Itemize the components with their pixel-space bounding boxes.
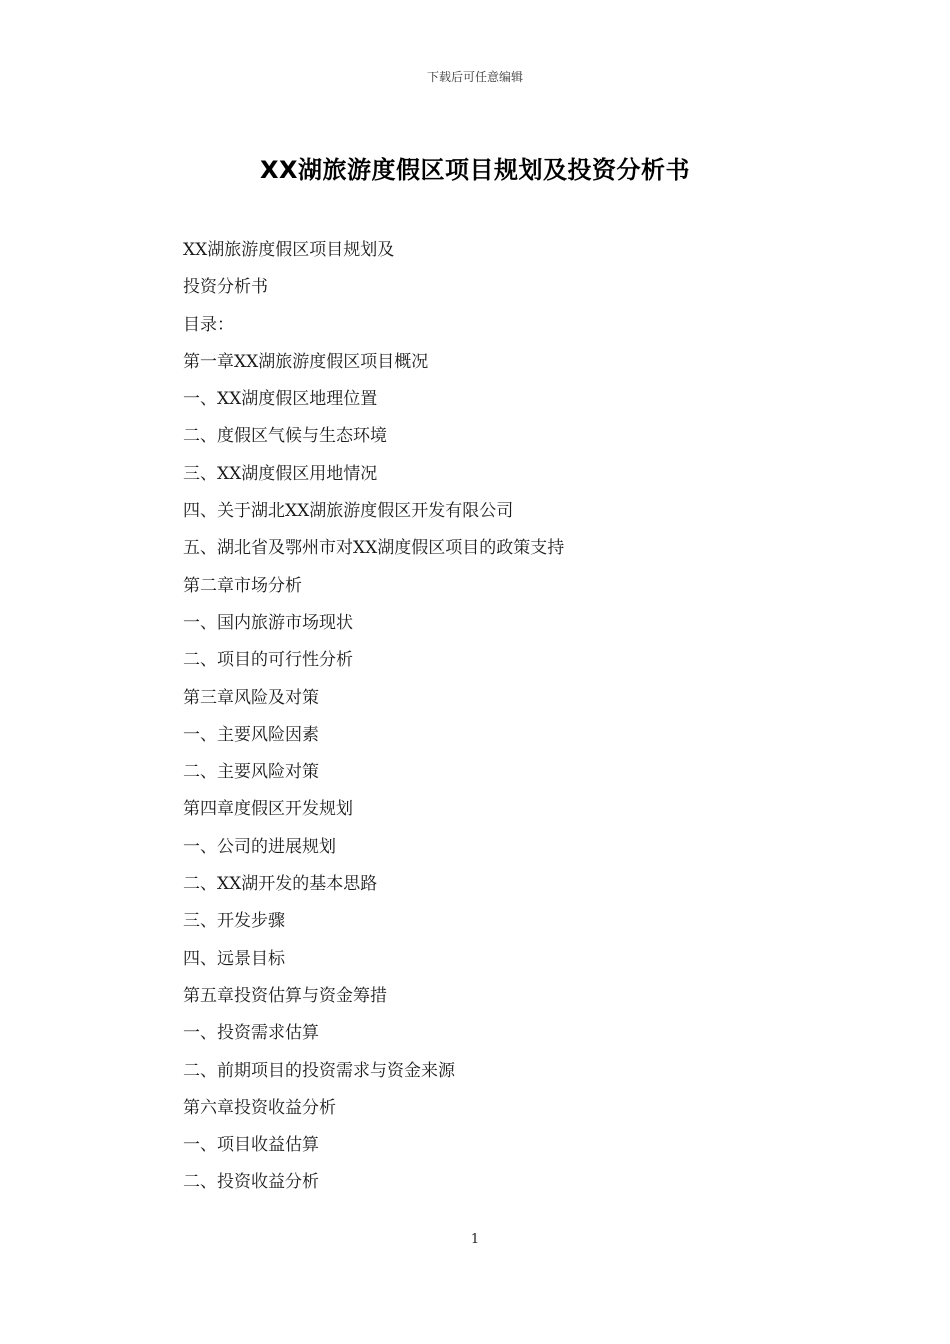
toc-item: 一、项目收益估算: [183, 1135, 319, 1156]
toc-item: 三、开发步骤: [183, 911, 285, 932]
toc-chapter: 第二章市场分析: [183, 575, 302, 596]
toc-chapter: 第五章投资估算与资金筹措: [183, 985, 387, 1006]
toc-item: 四、关于湖北XX湖旅游度假区开发有限公司: [183, 501, 514, 522]
toc-item: 一、国内旅游市场现状: [183, 612, 353, 633]
toc-item: 一、XX湖度假区地理位置: [183, 389, 378, 410]
toc-item: 二、主要风险对策: [183, 762, 319, 783]
toc-chapter: 第一章XX湖旅游度假区项目概况: [183, 351, 429, 372]
toc-item: 一、公司的进展规划: [183, 836, 336, 857]
toc-item: 五、湖北省及鄂州市对XX湖度假区项目的政策支持: [183, 538, 565, 559]
toc-chapter: 第四章度假区开发规划: [183, 799, 353, 820]
toc-item: 一、主要风险因素: [183, 724, 319, 745]
toc-item: 二、项目的可行性分析: [183, 650, 353, 671]
toc-line: 投资分析书: [183, 277, 268, 298]
toc-item: 四、远景目标: [183, 948, 285, 969]
toc-heading: 目录：: [183, 314, 234, 335]
toc-chapter: 第六章投资收益分析: [183, 1097, 336, 1118]
toc-chapter: 第三章风险及对策: [183, 687, 319, 708]
toc-item: 二、投资收益分析: [183, 1172, 319, 1193]
header-note: 下载后可任意编辑: [426, 70, 523, 84]
document-title: XX湖旅游度假区项目规划及投资分析书: [259, 156, 690, 184]
toc-line: XX湖旅游度假区项目规划及: [183, 240, 395, 260]
toc-item: 一、投资需求估算: [183, 1023, 319, 1044]
toc-item: 二、前期项目的投资需求与资金来源: [183, 1060, 455, 1081]
table-of-contents: [183, 232, 803, 1202]
page-number: 1: [470, 1232, 480, 1247]
toc-item: 三、XX湖度假区用地情况: [183, 463, 378, 484]
toc-item: 二、度假区气候与生态环境: [183, 426, 387, 447]
toc-item: 二、XX湖开发的基本思路: [183, 874, 378, 895]
